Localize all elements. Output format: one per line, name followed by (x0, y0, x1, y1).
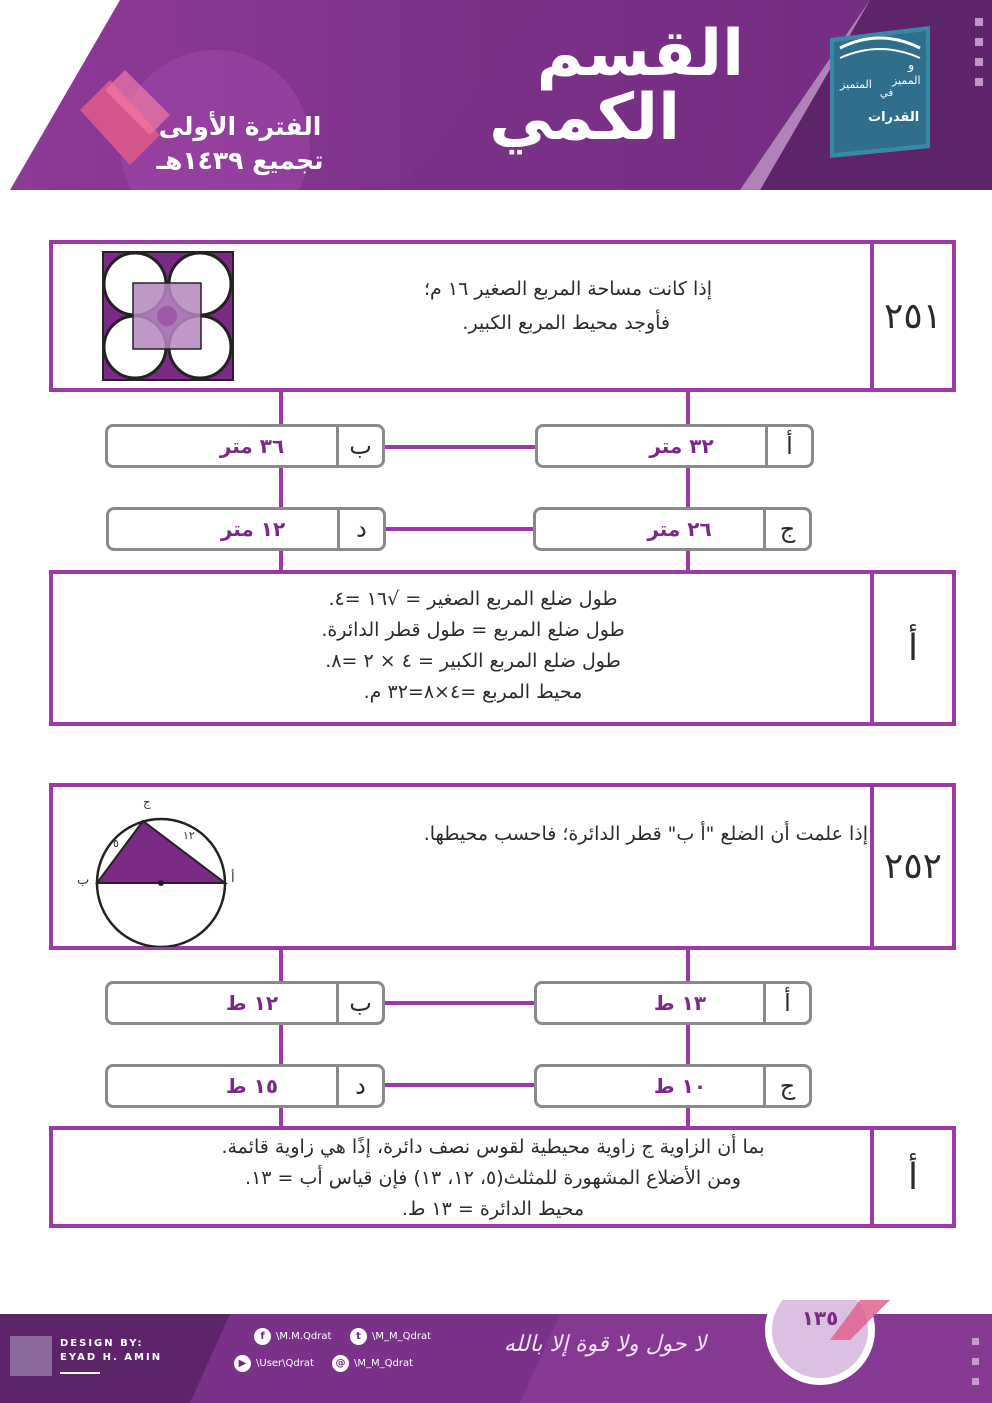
question-number: ٢٥٢ (870, 787, 952, 946)
solution-line: طول ضلع المربع الكبير = ٤ × ٢ =٨. (325, 650, 621, 672)
page-number: ١٣٥ (801, 1306, 839, 1330)
designer-name: EYAD H. AMIN (60, 1352, 163, 1363)
calligraphy-text: لا حول ولا قوة إلا بالله (503, 1332, 707, 1357)
section-title-line1: القسم (536, 17, 744, 91)
option-b[interactable] (105, 424, 385, 468)
instagram-icon: @ (332, 1355, 349, 1372)
logo-text: المتميز (840, 78, 872, 91)
option-b[interactable] (105, 981, 385, 1025)
solution-line: ومن الأضلاع المشهورة للمثلث(٥، ١٢، ١٣) فإن قياس أب = ١٣. (245, 1167, 741, 1189)
logo-text: القدرات (868, 110, 920, 125)
option-value: ٣٢ متر (649, 434, 714, 458)
option-letter: د (337, 510, 383, 548)
divider (60, 1372, 100, 1374)
question-text-line: إذا كانت مساحة المربع الصغير ١٦ م؛ (424, 278, 712, 300)
option-value: ٣٦ متر (219, 434, 285, 458)
connector-line (384, 527, 536, 531)
option-c[interactable] (533, 507, 812, 551)
figure-label: ب (77, 873, 90, 888)
social-handle: \User\Qdrat (256, 1358, 314, 1369)
option-value: ١٣ ط (653, 991, 707, 1015)
option-value: ١٥ ط (225, 1074, 279, 1098)
figure-label: ٥ (113, 837, 119, 850)
social-youtube[interactable] (234, 1355, 314, 1372)
option-a[interactable] (535, 424, 814, 468)
option-letter: ج (763, 510, 809, 548)
social-handle: \M.M.Qdrat (276, 1331, 332, 1342)
option-letter: ب (336, 984, 382, 1022)
option-d[interactable] (106, 507, 386, 551)
option-letter: ب (336, 427, 382, 465)
question-card-252 (49, 783, 956, 950)
solution-text (133, 1132, 853, 1225)
logo-text: المميز (892, 74, 921, 87)
solution-line: محيط المربع =٤×٨=٣٢ م. (363, 681, 583, 703)
option-c[interactable] (534, 1064, 812, 1108)
connector-line (384, 1001, 536, 1005)
logo-text: و (908, 58, 915, 73)
answer-card-252 (49, 1126, 956, 1228)
option-letter: أ (765, 427, 811, 465)
social-handle: \M_M_Qdrat (372, 1331, 432, 1342)
option-letter: أ (763, 984, 809, 1022)
solution-line: محيط الدائرة = ١٣ ط. (401, 1198, 585, 1220)
option-a[interactable] (534, 981, 812, 1025)
solution-line: طول ضلع المربع الصغير = √١٦ =٤. (328, 588, 618, 610)
design-by-label: DESIGN BY: (60, 1338, 144, 1349)
page-header (0, 0, 992, 190)
qudrat-logo (820, 18, 940, 158)
question-text (192, 272, 712, 340)
answer-card-251 (49, 570, 956, 726)
period-title: الفترة الأولى (158, 112, 322, 141)
social-facebook[interactable] (254, 1328, 331, 1345)
youtube-icon: ▶ (234, 1355, 251, 1372)
option-value: ١٠ ط (653, 1074, 707, 1098)
answer-letter: أ (870, 574, 952, 722)
logo-text: في (880, 88, 894, 99)
option-letter: ج (763, 1067, 809, 1105)
squares-circles-figure (101, 250, 237, 382)
facebook-icon: f (254, 1328, 271, 1345)
section-title-line2: الكمي (489, 81, 680, 155)
question-text-line: فأوجد محيط المربع الكبير. (462, 312, 670, 334)
social-handle: \M_M_Qdrat (354, 1358, 414, 1369)
question-card-251 (49, 240, 956, 392)
figure-label: ١٢ (183, 829, 195, 842)
period-subtitle: تجميع ١٤٣٩هـ (156, 146, 324, 175)
designer-logo (10, 1336, 52, 1376)
connector-line (384, 1083, 536, 1087)
page-footer (0, 1300, 992, 1403)
option-value: ٢٦ متر (647, 517, 712, 541)
figure-label: ج (143, 795, 151, 809)
connector-line (384, 445, 536, 449)
social-instagram[interactable] (332, 1355, 413, 1372)
option-value: ١٢ متر (220, 517, 286, 541)
figure-label: أ (231, 871, 235, 886)
solution-line: طول ضلع المربع = طول قطر الدائرة. (321, 619, 625, 641)
solution-text (173, 584, 773, 708)
answer-letter: أ (870, 1130, 952, 1224)
option-value: ١٢ ط (225, 991, 279, 1015)
circle-triangle-figure (73, 797, 253, 947)
social-twitter[interactable] (350, 1328, 431, 1345)
option-d[interactable] (105, 1064, 385, 1108)
twitter-icon: t (350, 1328, 367, 1345)
option-letter: د (336, 1067, 382, 1105)
question-number: ٢٥١ (870, 244, 952, 388)
solution-line: بما أن الزاوية ج زاوية محيطية لقوس نصف دائرة، إذًا هي زاوية قائمة. (221, 1136, 765, 1158)
question-text: إذا علمت أن الضلع "أ ب" قطر الدائرة؛ فاحسب محيطها. (423, 823, 868, 845)
